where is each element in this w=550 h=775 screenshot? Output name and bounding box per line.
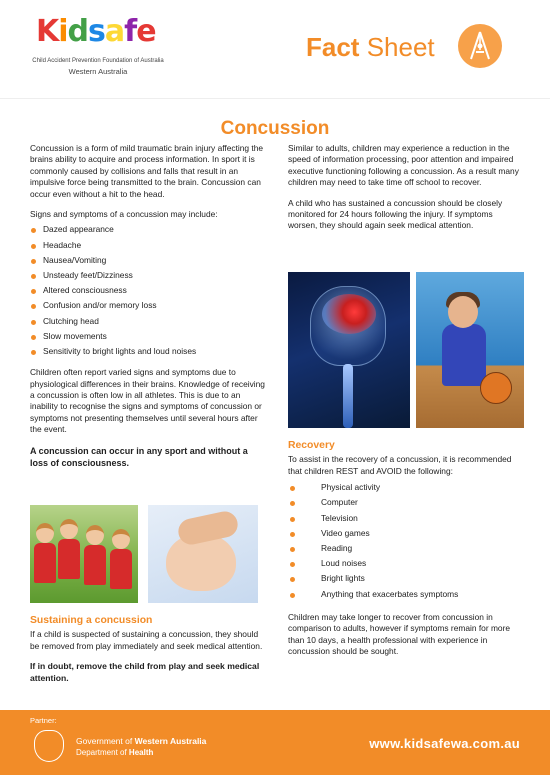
girls-soccer-team-photo	[30, 505, 138, 603]
list-item: Nausea/Vomiting	[30, 253, 268, 268]
list-item: Slow movements	[30, 329, 268, 344]
child-holding-head-photo	[148, 505, 258, 603]
logo-tagline: Child Accident Prevention Foundation of Australia	[32, 58, 164, 64]
list-item: Physical activity	[288, 480, 524, 495]
list-item: Headache	[30, 238, 268, 253]
list-item: Loud noises	[288, 556, 524, 571]
child-with-basketball-photo	[416, 272, 524, 428]
recovery-section	[288, 440, 524, 666]
recovery-heading: Recovery	[288, 440, 335, 451]
kidsafe-logo	[28, 14, 168, 76]
left-column	[30, 143, 268, 478]
brain-xray-photo	[288, 272, 410, 428]
list-item: Unsteady feet/Dizziness	[30, 268, 268, 283]
sustaining-section	[30, 615, 268, 693]
any-sport-callout: A concussion can occur in any sport and without a loss of consciousness.	[30, 445, 248, 468]
sustaining-paragraph: If a child is suspected of sustaining a concussion, they should be removed from play immediately and seek medical attention.	[30, 629, 263, 651]
list-item: Clutching head	[30, 314, 268, 329]
government-name: Government of Western Australia	[76, 736, 207, 746]
website-link[interactable]: www.kidsafewa.com.au	[369, 736, 520, 751]
playground-swing-icon	[458, 24, 502, 68]
list-item: Television	[288, 511, 524, 526]
list-item: Dazed appearance	[30, 222, 268, 237]
intro-paragraph: Concussion is a form of mild traumatic brain injury affecting the brains ability to acquire and process information. In sport it is commonly caused by collisions and falls that result in an impulsive force being transmitted to the brain. Concussion can occur even without a hit to the head.	[30, 143, 264, 199]
footer	[0, 710, 550, 775]
monitoring-paragraph: A child who has sustained a concussion should be closely monitored for 24 hours following the injury. If symptoms worsen, they should again seek medical attention.	[288, 197, 503, 231]
fact-sheet-title: Fact Sheet	[306, 32, 435, 62]
header-divider	[0, 98, 550, 99]
page-title: Concussion	[220, 118, 330, 139]
list-item: Altered consciousness	[30, 283, 268, 298]
logo-region: Western Australia	[68, 67, 128, 76]
list-item: Reading	[288, 541, 524, 556]
right-column-top	[288, 143, 524, 241]
closing-paragraph: Children may take longer to recover from concussion in comparison to adults, however if symptoms remain for more than 10 days, a health professional with experience in concussion should be sought.	[288, 611, 511, 656]
signs-intro: Signs and symptoms of a concussion may include:	[30, 209, 218, 220]
department-name: Department of Health	[76, 748, 154, 757]
recovery-list	[288, 480, 524, 602]
partner-label: Partner:	[30, 716, 57, 725]
list-item: Confusion and/or memory loss	[30, 298, 268, 313]
signs-list	[30, 222, 268, 359]
logo-word: Kidsafe	[36, 14, 156, 49]
list-item: Sensitivity to bright lights and loud noises	[30, 344, 268, 359]
adults-comparison-paragraph: Similar to adults, children may experience a reduction in the speed of information processing, poor attention and impaired executive functioning following a concussion. As a result many children may need to take time off school to recover.	[288, 143, 519, 188]
list-item: Computer	[288, 495, 524, 510]
physiology-paragraph: Children often report varied signs and symptoms due to physiological differences in their brains. Knowledge of receiving a concussion is often low in all athletes. This is due to an inability to recognise the signs and symptoms of concussion or symptoms not presenting themselves until several hours after the event.	[30, 367, 265, 435]
recovery-intro: To assist in the recovery of a concussion, it is recommended that children REST and AVOID the following:	[288, 454, 512, 476]
header	[0, 0, 550, 88]
list-item: Anything that exacerbates symptoms	[288, 587, 524, 602]
if-in-doubt-callout: If in doubt, remove the child from play and seek medical attention.	[30, 661, 260, 683]
wa-government-crest-icon	[34, 730, 64, 762]
list-item: Video games	[288, 526, 524, 541]
list-item: Bright lights	[288, 571, 524, 586]
sustaining-heading: Sustaining a concussion	[30, 615, 153, 626]
